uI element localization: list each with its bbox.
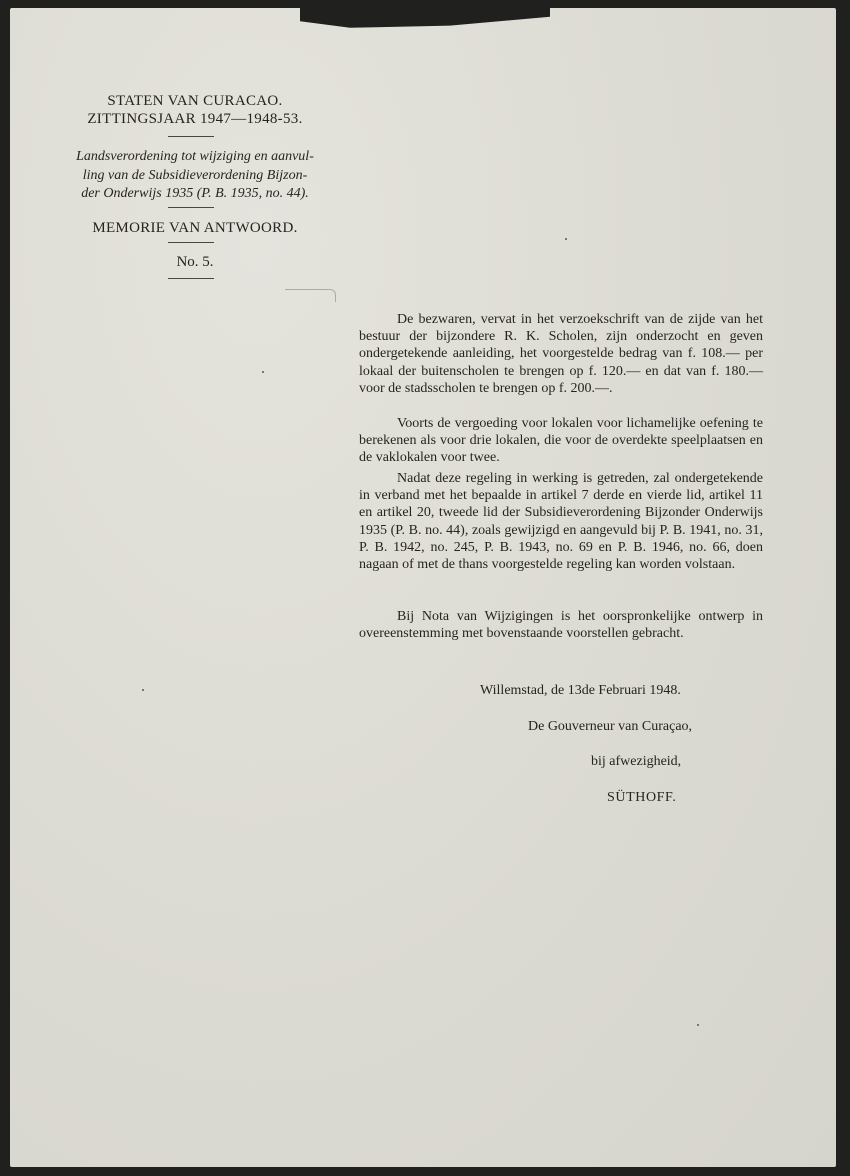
divider xyxy=(168,136,214,137)
document-number: No. 5. xyxy=(176,254,214,270)
paper-fold-mark xyxy=(285,289,336,302)
paragraph-2: Voorts de vergoeding voor lokalen voor lichamelijke oefening te berekenen als voor drie lokalen, die voor de overdekte speelplaatsen en de vaklokalen voor twee. xyxy=(359,416,763,466)
title-line-2: ling van de Subsidieverordening Bijzon- xyxy=(82,168,308,183)
paragraph-1: De bezwaren, vervat in het verzoekschrift van de zijde van het bestuur der bijzondere R. K. Scholen, zijn onderzocht en geven ondergetekende aanleiding, het voorgestelde bedrag van f. 108.— per lokaal der buitenscholen te brengen op f. 120.— en dat van f. 180.— voor de stadsscholen te brengen op f. 200.—. xyxy=(359,312,763,396)
divider xyxy=(168,278,214,279)
header-zittingsjaar: ZITTINGSJAAR 1947—1948-53. xyxy=(87,111,303,127)
speck xyxy=(565,238,567,240)
speck xyxy=(697,1024,699,1026)
paragraph-3: Nadat deze regeling in werking is getreden, zal ondergetekende in verband met het bepaalde in artikel 7 derde en vierde lid, artikel 11 en artikel 20, tweede lid der Subsidieverordening Bijzonder Onderwijs 1935 (P. B. no. 44), zoals gewijzigd en aangevuld bij P. B. 1941, no. 31, P. B. 1942, no. 245, P. B. 1943, no. 69 en P. B. 1946, no. 66, doen nagaan of met de thans voorgestelde regeling kan worden volstaan. xyxy=(359,471,763,573)
place-date: Willemstad, de 13de Februari 1948. xyxy=(480,683,681,698)
signatory-office: De Gouverneur van Curaçao, xyxy=(528,719,693,734)
torn-edge xyxy=(300,8,550,30)
title-line-3: der Onderwijs 1935 (P. B. 1935, no. 44). xyxy=(81,186,309,201)
signatory-name: SÜTHOFF. xyxy=(607,790,677,805)
header-staten: STATEN VAN CURACAO. xyxy=(107,93,283,109)
speck xyxy=(142,689,144,691)
divider xyxy=(168,207,214,208)
divider xyxy=(168,242,214,243)
speck xyxy=(262,371,264,373)
paragraph-4: Bij Nota van Wijzigingen is het oorspronkelijke ontwerp in overeenstemming met bovenstaande voorstellen gebracht. xyxy=(359,609,763,642)
signatory-absence: bij afwezigheid, xyxy=(591,754,682,769)
title-line-1: Landsverordening tot wijziging en aanvul- xyxy=(76,149,314,164)
memorie-heading: MEMORIE VAN ANTWOORD. xyxy=(92,220,298,236)
